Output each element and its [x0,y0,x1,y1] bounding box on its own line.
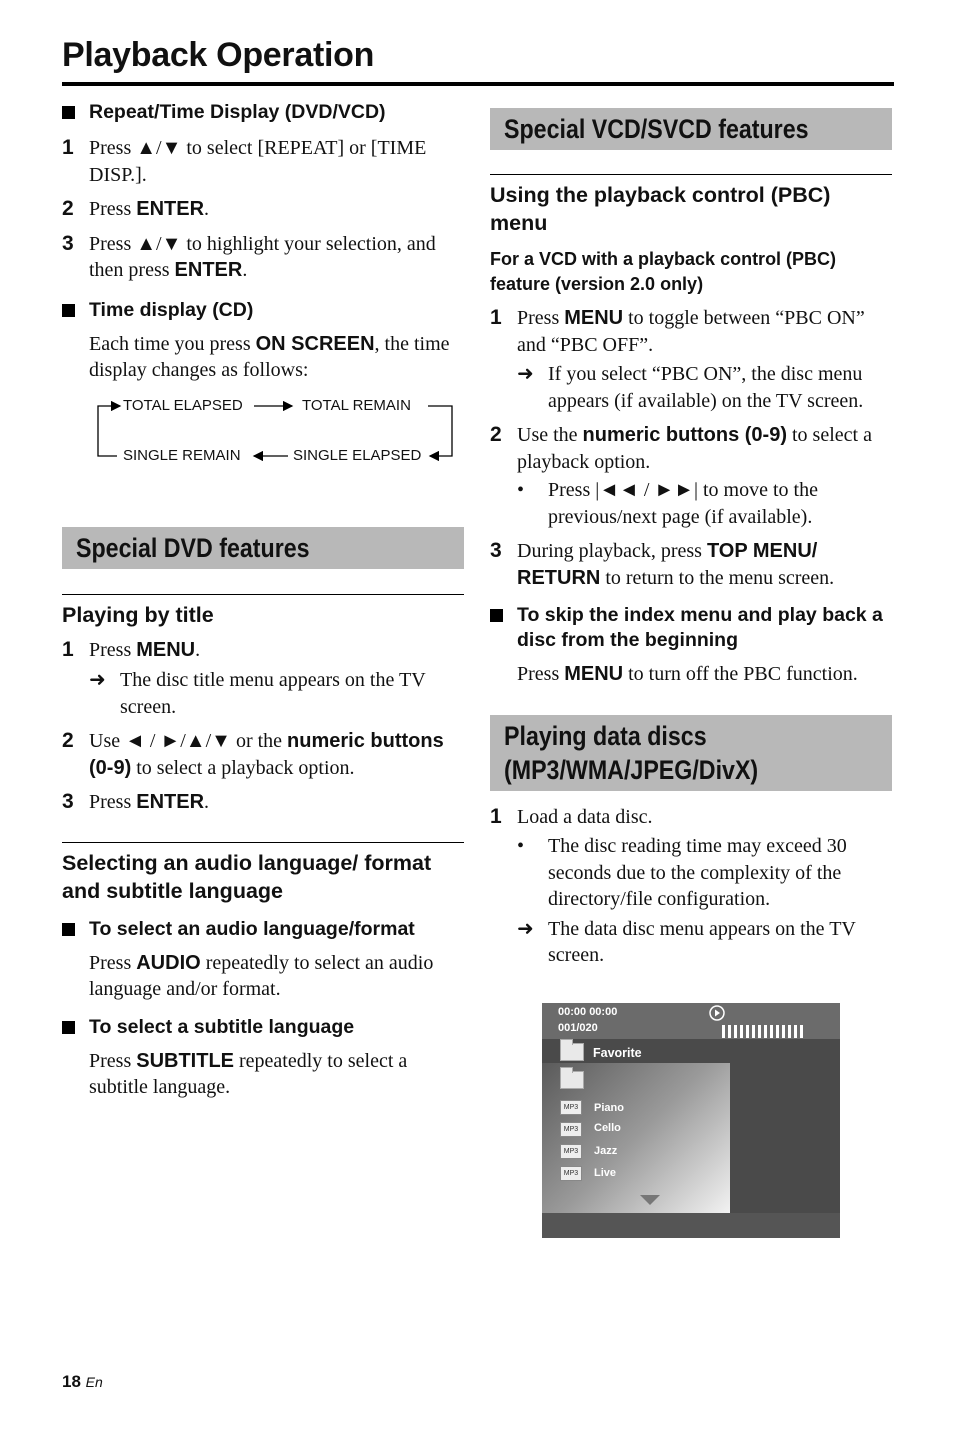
osd-item-live: Live [594,1167,617,1179]
subtitle-select-heading: To select a subtitle language [62,1015,464,1040]
right-column [490,108,892,969]
audio-language-heading: Selecting an audio language/ format and subtitle language [62,842,464,905]
pbc-subheading: For a VCD with a playback control (PBC) feature (version 2.0 only) [490,249,837,294]
play-icon [708,1005,726,1021]
square-bullet-icon [490,609,503,622]
single-remain-label: SINGLE REMAIN [123,446,241,464]
mp3-file-icon: MP3 [560,1166,582,1181]
pbc-step-2-bullet: • Press |◄◄ / ►►| to move to the previous/next page (if available). [517,479,818,528]
data-step-1: 1 Load a data disc. [490,804,653,828]
osd-time: 00:00 00:00 [558,1006,618,1018]
time-display-diagram [62,396,464,471]
mp3-file-icon: MP3 [560,1144,582,1159]
page-number: 18 [62,1372,81,1391]
page-language: En [85,1374,103,1390]
arrow-right-icon: ➜ [89,669,106,691]
data-discs-banner: Playing data discs (MP3/WMA/JPEG/DivX) [490,715,892,791]
single-elapsed-label: SINGLE ELAPSED [293,446,422,464]
bullet-icon: • [517,479,525,501]
left-column [62,100,464,1101]
playing-by-title-heading: Playing by title [62,594,464,629]
page-footer [62,1372,103,1392]
level-meter-icon [722,1025,804,1038]
square-bullet-icon [62,106,75,119]
data-step-1-result: ➜ The data disc menu appears on the TV screen. [517,917,856,966]
osd-bottom-bar [542,1213,840,1238]
skip-index-heading: To skip the index menu and play back a disc from the beginning [490,603,892,653]
title-step-2: 2 Use ◄ / ►/▲/▼ or the numeric buttons (0-9) to select a playback option. [62,729,444,779]
dvd-features-banner: Special DVD features [62,527,464,569]
title-step-1-result: ➜ The disc title menu appears on the TV screen. [89,669,426,718]
repeat-heading: Repeat/Time Display (DVD/VCD) [62,100,464,125]
pbc-step-3: 3 During playback, press TOP MENU/ RETURN to return to the menu screen. [490,539,835,589]
pbc-step-1: 1 Press MENU to toggle between “PBC ON” and “PBC OFF”. [490,306,865,356]
square-bullet-icon [62,1021,75,1034]
square-bullet-icon [62,923,75,936]
scroll-down-icon [640,1195,660,1206]
time-display-heading: Time display (CD) [62,298,464,323]
osd-item-piano: Piano [594,1102,624,1114]
pbc-step-2: 2 Use the numeric buttons (0-9) to select a playback option. [490,423,872,473]
time-display-text: Each time you press ON SCREEN, the time display changes as follows: [89,332,450,381]
title-step-3: 3 Press ENTER. [62,790,210,813]
osd-track-count: 001/020 [558,1022,598,1034]
repeat-step-2: 2 Press ENTER. [62,197,210,220]
folder-icon [560,1043,584,1061]
bullet-icon: • [517,835,525,857]
total-remain-label: TOTAL REMAIN [302,396,411,414]
mp3-file-icon: MP3 [560,1122,582,1137]
audio-select-text: Press AUDIO repeatedly to select an audio language and/or format. [89,951,434,1000]
audio-select-heading: To select an audio language/format [62,917,464,942]
total-elapsed-label: TOTAL ELAPSED [123,396,243,414]
skip-index-text: Press MENU to turn off the PBC function. [517,663,858,685]
folder-icon [560,1071,584,1089]
repeat-step-3: 3 Press ▲/▼ to highlight your selection, and then press ENTER. [62,231,436,281]
pbc-step-1-result: ➜ If you select “PBC ON”, the disc menu appears (if available) on the TV screen. [517,363,864,412]
arrow-right-icon: ➜ [517,917,534,940]
data-disc-menu-screen [542,1003,840,1238]
title-step-1: 1 Press MENU. [62,637,201,661]
osd-item-jazz: Jazz [594,1145,618,1157]
title-rule [62,82,894,86]
mp3-file-icon: MP3 [560,1100,582,1115]
pbc-menu-heading: Using the playback control (PBC) menu [490,174,892,237]
data-step-1-bullet: • The disc reading time may exceed 30 seconds due to the complexity of the directory/file configuration. [517,835,847,910]
square-bullet-icon [62,304,75,317]
osd-favorite: Favorite [593,1046,642,1060]
subtitle-select-text: Press SUBTITLE repeatedly to select a subtitle language. [89,1049,408,1098]
osd-item-cello: Cello [594,1122,621,1134]
page-title: Playback Operation [62,36,375,74]
vcd-features-banner: Special VCD/SVCD features [490,108,892,150]
repeat-step-1: 1 Press ▲/▼ to select [REPEAT] or [TIME DISP.]. [62,136,427,186]
arrow-right-icon: ➜ [517,363,534,385]
